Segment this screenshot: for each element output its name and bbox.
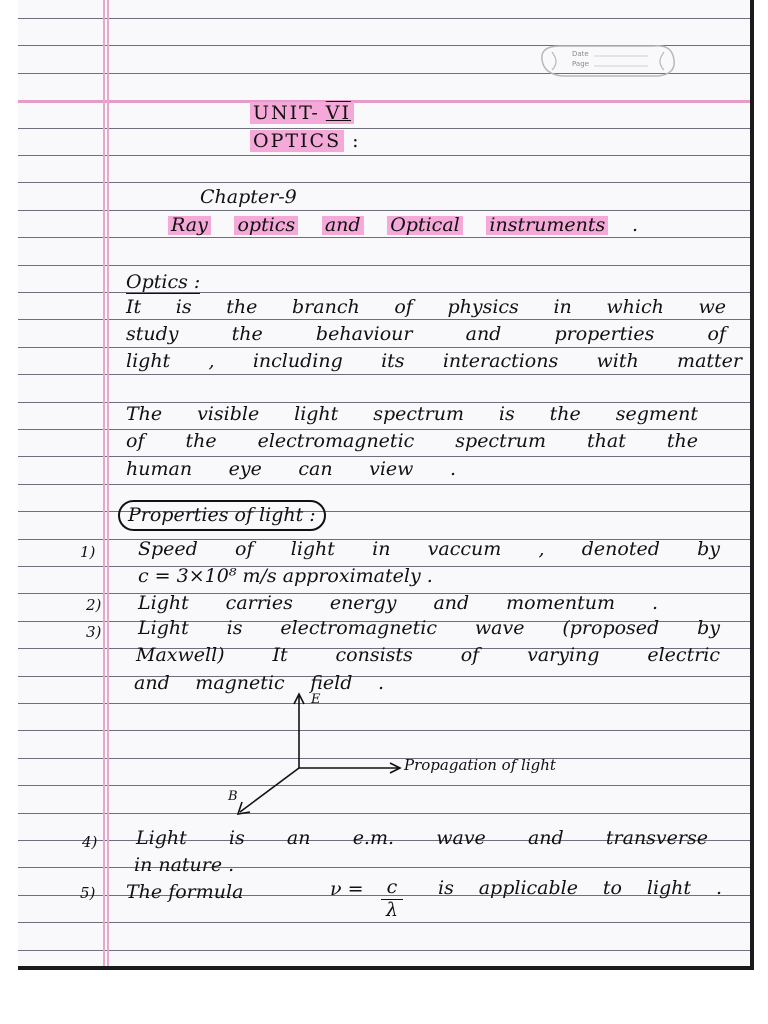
subject-label: OPTICS	[250, 130, 344, 152]
e-field-label: E	[311, 692, 321, 707]
propagation-axis	[299, 763, 400, 773]
unit-label: UNIT-	[250, 102, 323, 124]
b-field-label: B	[228, 789, 238, 804]
item-line: and magnetic field .	[134, 672, 384, 694]
chapter-word: Ray	[168, 216, 211, 235]
item-line: The formula	[126, 881, 244, 903]
item-line: Light carries energy and momentum .	[138, 592, 658, 614]
chapter-title: Chapter-9	[200, 186, 297, 208]
formula-lhs: ν =	[330, 878, 364, 900]
item-number: 3)	[86, 623, 102, 641]
item-number: 5)	[80, 884, 96, 902]
item-line: Light is an e.m. wave and transverse	[136, 827, 708, 849]
chapter-word: instruments	[486, 216, 608, 235]
item-line: Maxwell) It consists of varying electric	[136, 644, 720, 666]
em-wave-diagram	[18, 0, 750, 966]
formula-numerator: c	[381, 878, 403, 900]
notebook-page	[18, 0, 754, 970]
item-line: in nature .	[134, 854, 235, 876]
chapter-word: Optical	[387, 216, 463, 235]
optics-line: study the behaviour and properties of	[126, 323, 726, 345]
optics-line: light , including its interactions with matter	[126, 350, 742, 372]
optics-heading: Optics :	[126, 271, 201, 293]
spectrum-line: The visible light spectrum is the segment	[126, 403, 698, 425]
item-line: c = 3×10⁸ m/s approximately .	[138, 565, 433, 587]
properties-heading: Properties of light :	[118, 500, 326, 531]
e-axis	[294, 694, 304, 768]
item-line: Speed of light in vaccum , denoted by	[138, 538, 720, 560]
item-number: 1)	[80, 543, 96, 561]
item-line: Light is electromagnetic wave (proposed by	[138, 617, 720, 639]
stamp-date-label: Date	[572, 50, 589, 58]
unit-numeral: VI	[323, 102, 354, 124]
stamp-page-label: Page	[572, 60, 589, 68]
b-axis	[238, 768, 299, 814]
item-number: 4)	[82, 833, 98, 851]
optics-line: It is the branch of physics in which we	[126, 296, 726, 318]
chapter-word: optics	[234, 216, 298, 235]
subject-colon: :	[352, 130, 361, 152]
formula-tail: is applicable to light .	[438, 877, 722, 899]
propagation-label: Propagation of light	[404, 756, 556, 774]
item-number: 2)	[86, 596, 102, 614]
spectrum-line: human eye can view .	[126, 458, 456, 480]
chapter-word: and	[322, 216, 364, 235]
chapter-word: .	[631, 214, 638, 236]
spectrum-line: of the electromagnetic spectrum that the	[126, 430, 698, 452]
formula-denominator: λ	[385, 899, 399, 921]
